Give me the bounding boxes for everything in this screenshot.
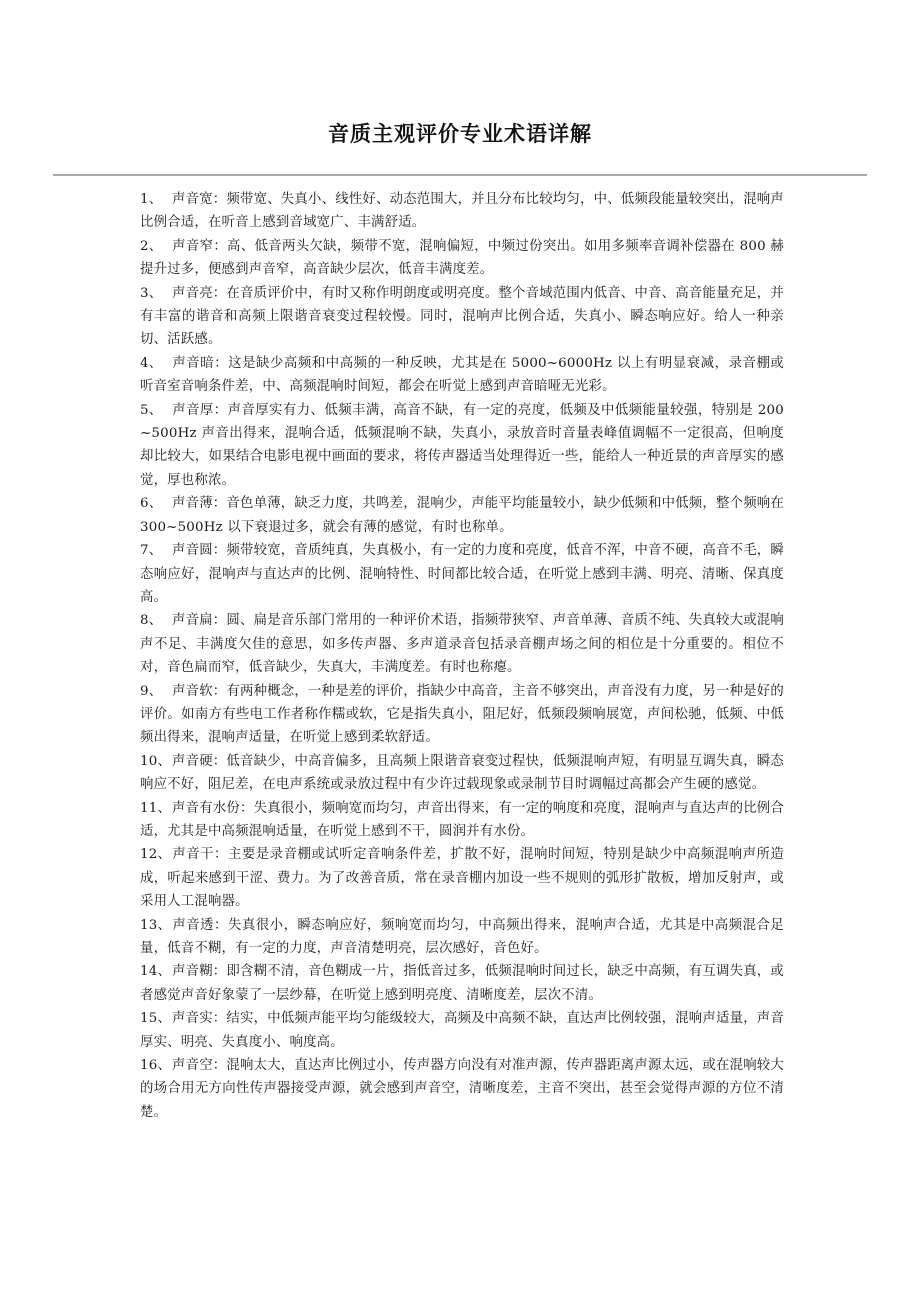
item-text: 声音干：主要是录音棚或试听定音响条件差，扩散不好，混响时间短，特别是缺少中高频混响声所造成，听起来感到干涩、费力。为了改善音质，常在录音棚内加设一些不规则的弧形扩散板，增加反射声，或采用人工混响器。 [140, 847, 784, 910]
item-text: 声音宽：频带宽、失真小、线性好、动态范围大，并且分布比较均匀，中、低频段能量较突出，混响声比例合适，在听音上感到音域宽广、丰满舒适。 [140, 192, 784, 231]
item-number: 11、 [140, 800, 172, 816]
list-item [140, 680, 784, 750]
list-item [140, 960, 784, 1007]
item-number: 1、 [140, 192, 163, 207]
item-number: 4、 [140, 355, 163, 371]
item-text: 声音空：混响太大，直达声比例过小，传声器方向没有对准声源，传声器距离声源太远，或在混响较大的场合用无方向性传声器接受声源，就会感到声音空，清晰度差，主音不突出，甚至会觉得声源的方位不清楚。 [140, 1058, 784, 1120]
list-item [140, 352, 784, 399]
item-number: 13、 [140, 917, 172, 933]
item-number: 2、 [140, 238, 163, 254]
item-number: 10、 [140, 753, 172, 769]
list-item [140, 843, 784, 913]
list-item [140, 188, 784, 235]
item-text: 声音窄：高、低音两头欠缺，频带不宽，混响偏短，中频过份突出。如用多频率音调补偿器在 800 赫提升过多，便感到声音窄，高音缺少层次，低音丰满度差。 [140, 238, 784, 278]
item-number: 8、 [140, 613, 163, 629]
list-item [140, 539, 784, 609]
item-text: 声音薄：音色单薄，缺乏力度，共鸣差，混响少，声能平均能量较小，缺少低频和中低频，整个频响在 300~500Hz 以下衰退过多，就会有薄的感觉，有时也称单。 [140, 496, 784, 535]
item-number: 7、 [140, 543, 163, 559]
item-number: 12、 [140, 847, 172, 863]
list-item [140, 750, 784, 797]
list-item [140, 235, 784, 282]
item-text: 声音圆：频带较宽，音质纯真，失真极小，有一定的力度和亮度，低音不浑，中音不硬，高音不毛，瞬态响应好，混响声与直达声的比例、混响特性、时间都比较合适，在听觉上感到丰满、明亮、清晰、保真度高。 [140, 543, 784, 605]
item-text: 声音透：失真很小，瞬态响应好，频响宽而均匀，中高频出得来，混响声合适，尤其是中高频混合足量，低音不糊，有一定的力度，声音清楚明亮，层次感好，音色好。 [140, 917, 784, 956]
item-text: 声音有水份：失真很小，频响宽而均匀，声音出得来，有一定的响度和亮度，混响声与直达声的比例合适，尤其是中高频混响适量，在听觉上感到不干，圆润并有水份。 [140, 800, 784, 839]
list-item [140, 1007, 784, 1054]
item-text: 声音硬：低音缺少，中高音偏多，且高频上限谐音衰变过程快，低频混响声短，有明显互调失真，瞬态响应不好，阻尼差，在电声系统或录放过程中有少许过载现象或录制节目时调幅过高都会产生硬的感觉。 [140, 753, 784, 793]
item-text: 声音实：结实，中低频声能平均匀能级较大，高频及中高频不缺，直达声比例较强，混响声适量，声音厚实、明亮、失真度小、响度高。 [140, 1011, 784, 1050]
list-item [140, 399, 784, 493]
page-title: 音质主观评价专业术语详解 [328, 122, 592, 146]
item-number: 6、 [140, 496, 163, 512]
item-number: 5、 [140, 402, 163, 418]
item-number: 14、 [140, 964, 172, 980]
list-item [140, 797, 784, 844]
item-number: 16、 [140, 1058, 172, 1074]
title-divider [53, 174, 867, 176]
list-item [140, 282, 784, 352]
item-text: 声音亮：在音质评价中，有时又称作明朗度或明亮度。整个音域范围内低音、中音、高音能量充足，并有丰富的谐音和高频上限谐音衰变过程较慢。同时，混响声比例合适，失真小、瞬态响应好。给人一种亲切、活跃感。 [140, 285, 784, 348]
list-item [140, 1054, 784, 1124]
list-item [140, 492, 784, 539]
term-list [140, 188, 784, 1124]
item-text: 声音厚：声音厚实有力、低频丰满，高音不缺，有一定的亮度，低频及中低频能量较强，特别是 200~500Hz 声音出得来，混响合适，低频混响不缺，失真小，录放音时音量表峰值调幅不一定很高，但响度却比较大，如果结合电影电视中画面的要求，将传声器适当处理得近一些，能给人一种近景的声音厚实的感觉，厚也称浓。 [140, 402, 784, 488]
item-text: 声音扁：圆、扁是音乐部门常用的一种评价术语，指频带狭窄、声音单薄、音质不纯、失真较大或混响声不足、丰满度欠佳的意思，如多传声器、多声道录音包括录音棚声场之间的相位是十分重要的。相位不对，音色扁而窄，低音缺少，失真大，丰满度差。有时也称瘪。 [140, 613, 784, 676]
list-item [140, 609, 784, 679]
item-text: 声音软：有两种概念，一种是差的评价，指缺少中高音，主音不够突出，声音没有力度，另一种是好的评价。如南方有些电工作者称作糯或软，它是指失真小，阻尼好，低频段频响展宽，声间松驰，低频、中低频出得来，混响声适量，在听觉上感到柔软舒适。 [140, 683, 784, 746]
item-number: 3、 [140, 285, 163, 301]
item-text: 声音糊：即含糊不清，音色糊成一片，指低音过多，低频混响时间过长，缺乏中高频，有互调失真，或者感觉声音好象蒙了一层纱幕，在听觉上感到明亮度、清晰度差，层次不清。 [140, 964, 784, 1003]
item-number: 15、 [140, 1011, 172, 1027]
item-text: 声音暗：这是缺少高频和中高频的一种反映，尤其是在 5000~6000Hz 以上有明显衰减，录音棚或听音室音响条件差，中、高频混响时间短，都会在听觉上感到声音暗哑无光彩。 [140, 355, 784, 395]
item-number: 9、 [140, 683, 163, 699]
list-item [140, 914, 784, 961]
